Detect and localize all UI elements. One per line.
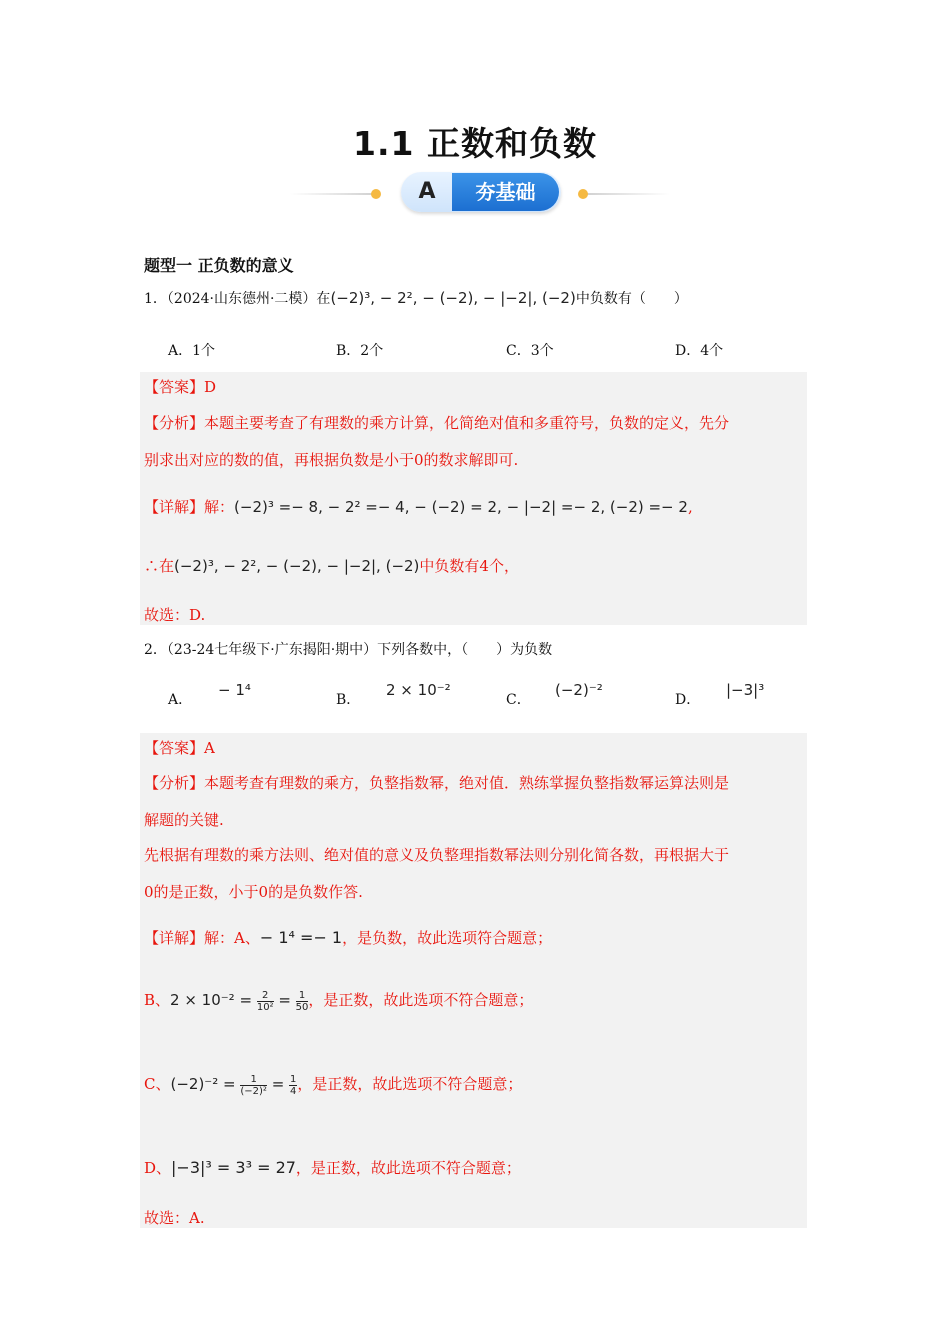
page-title: 1.1 正数和负数 (353, 124, 597, 163)
question-2-analysis-line1: 【分析】本题考查有理数的乘方，负整指数幂，绝对值．熟练掌握负整指数幂运算法则是 (144, 774, 730, 792)
question-2-option-b-math: 2 × 10⁻² (386, 681, 451, 699)
question-2-answer: 【答案】A (144, 739, 215, 757)
question-1-option-d: D．4个 (675, 343, 724, 359)
banner-dot-left (371, 189, 381, 199)
section-heading: 题型一 正负数的意义 (144, 256, 294, 275)
question-2-stem: 2．（23-24七年级下·广东揭阳·期中）下列各数中，（ ）为负数 (144, 642, 553, 658)
question-1-option-b: B．2个 (336, 343, 384, 359)
question-1-analysis-line2: 别求出对应的数的值，再根据负数是小于0的数求解即可. (144, 451, 519, 469)
question-2-option-a-letter: A． (168, 692, 193, 708)
question-2-detail-b: B、2 × 10⁻² = $\frac{2}{\text{10²}}$ = $\frac{1}{50}$ ，是正数，故此选项不符合题意； (144, 989, 534, 1013)
question-2-detail-d: D、|−3|³ = 3³ = 27，是正数，故此选项不符合题意； (144, 1158, 521, 1177)
question-2-analysis-line3: 先根据有理数的乘方法则、绝对值的意义及负整理指数幂法则分别化简各数，再根据大于 (144, 846, 730, 864)
fraction: $\frac{1}{50}$ (295, 989, 309, 1013)
fraction: $\frac{1}{4}$ (290, 1073, 297, 1097)
question-2-answer-box (140, 733, 807, 1228)
question-1-prefix: 1．（2024·山东德州·二模）在 (144, 291, 331, 307)
question-2-detail-a: 【详解】解：A、− 1⁴ =− 1，是负数，故此选项符合题意； (144, 928, 553, 947)
question-1-answer: 【答案】D (144, 378, 217, 396)
question-1-stem (144, 288, 688, 308)
question-2-option-a-math: − 1⁴ (218, 681, 251, 699)
banner-line-left (290, 193, 375, 195)
question-1-answer-box (140, 372, 807, 625)
question-2-conclusion: 故选：A. (144, 1209, 205, 1227)
question-1-conclusion: 故选：D. (144, 606, 206, 624)
question-2-analysis-line2: 解题的关键. (144, 811, 224, 829)
question-2-option-d-letter: D． (675, 692, 701, 708)
question-1-math: (−2)³, − 2², − (−2), − |−2|, (−2) (330, 289, 576, 307)
question-1-suffix: 中负数有（ ） (575, 291, 688, 307)
fraction: $\frac{2}{\text{10²}}$ (256, 989, 274, 1013)
question-2-analysis-line4: 0的是正数，小于0的是负数作答. (144, 883, 363, 901)
question-2-option-b-letter: B． (336, 692, 361, 708)
question-2-detail-c: C、(−2)⁻² = $\frac{1}{\text{(−2)²}}$ = $\frac{1}{4}$ ，是正数，故此选项不符合题意； (144, 1073, 523, 1097)
question-1-option-a: A．1个 (168, 343, 216, 359)
question-1-therefore: ∴在(−2)³, − 2², − (−2), − |−2|, (−2)中负数有4个， (144, 557, 519, 575)
question-1-analysis-line1: 【分析】本题主要考查了有理数的乘方计算，化简绝对值和多重符号，负数的定义，先分 (144, 414, 730, 432)
question-1-detail: 【详解】解：(−2)³ =− 8, − 2² =− 4, − (−2) = 2, − |−2| =− 2, (−2) =− 2, (144, 498, 693, 516)
question-2-option-c-letter: C． (506, 692, 531, 708)
banner-line-right (585, 193, 670, 195)
banner-dot-right (578, 189, 588, 199)
question-1-option-c: C．3个 (506, 343, 554, 359)
badge-letter: A (418, 179, 436, 204)
question-2-option-d-math: |−3|³ (726, 681, 765, 699)
question-2-option-c-math: (−2)⁻² (555, 681, 603, 699)
fraction: $\frac{1}{\text{(−2)²}}$ (240, 1073, 267, 1097)
badge-text: 夯基础 (452, 173, 559, 211)
